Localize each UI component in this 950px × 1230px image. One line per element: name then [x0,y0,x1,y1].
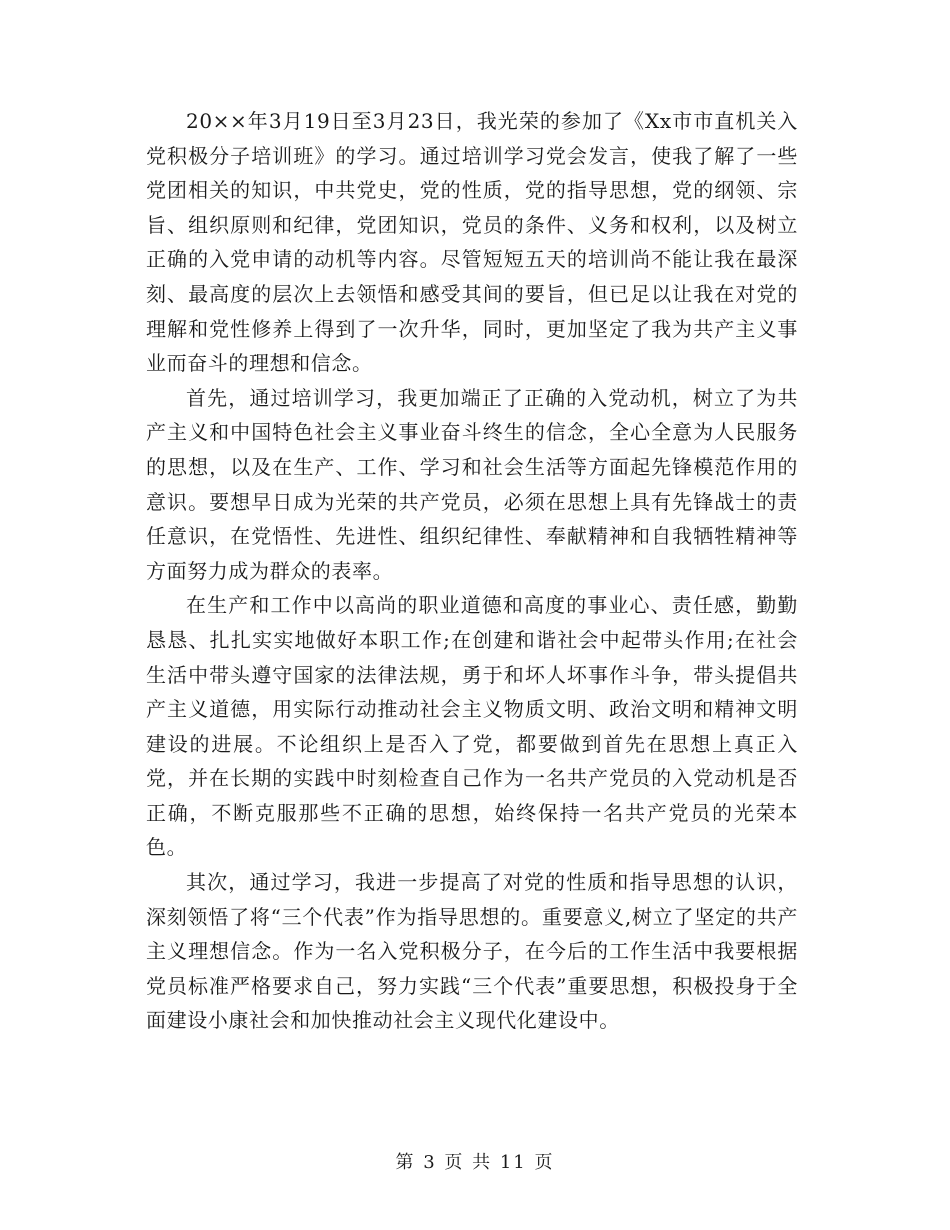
body-text [146,104,798,1038]
paragraph-3: 在生产和工作中以高尚的职业道德和高度的事业心、责任感，勤勤恳恳、扎扎实实地做好本职工作;在创建和谐社会中起带头作用;在社会生活中带头遵守国家的法律法规，勇于和坏人坏事作斗争，带头提倡共产主义道德，用实际行动推动社会主义物质文明、政治文明和精神文明建设的进展。不论组织上是否入了党，都要做到首先在思想上真正入党，并在长期的实践中时刻检查自己作为一名共产党员的入党动机是否正确，不断克服那些不正确的思想，始终保持一名共产党员的光荣本色。 [146,593,798,860]
page-number-text: 第 3 页 共 11 页 [395,1152,555,1173]
paragraph-2: 首先，通过培训学习，我更加端正了正确的入党动机，树立了为共产主义和中国特色社会主义事业奋斗终生的信念，全心全意为人民服务的思想，以及在生产、工作、学习和社会生活等方面起先锋模范作用的意识。要想早日成为光荣的共产党员，必须在思想上具有先锋战士的责任意识，在党悟性、先进性、组织纪律性、奉献精神和自我牺牲精神等方面努力成为群众的表率。 [146,385,798,583]
paragraph-4: 其次，通过学习，我进一步提高了对党的性质和指导思想的认识，深刻领悟了将“三个代表”作为指导思想的。重要意义,树立了坚定的共产主义理想信念。作为一名入党积极分子，在今后的工作生活中我要根据党员标准严格要求自己，努力实践“三个代表”重要思想，积极投身于全面建设小康社会和加快推动社会主义现代化建设中。 [146,870,798,1033]
page-footer [0,1148,950,1174]
paragraph-1: 20××年3月19日至3月23日，我光荣的参加了《Xx市市直机关入党积极分子培训班》的学习。通过培训学习党会发言，使我了解了一些党团相关的知识，中共党史，党的性质，党的指导思想，党的纲领、宗旨、组织原则和纪律，党团知识，党员的条件、义务和权利，以及树立正确的入党申请的动机等内容。尽管短短五天的培训尚不能让我在最深刻、最高度的层次上去领悟和感受其间的要旨，但已足以让我在对党的理解和党性修养上得到了一次升华，同时，更加坚定了我为共产主义事业而奋斗的理想和信念。 [146,109,798,376]
